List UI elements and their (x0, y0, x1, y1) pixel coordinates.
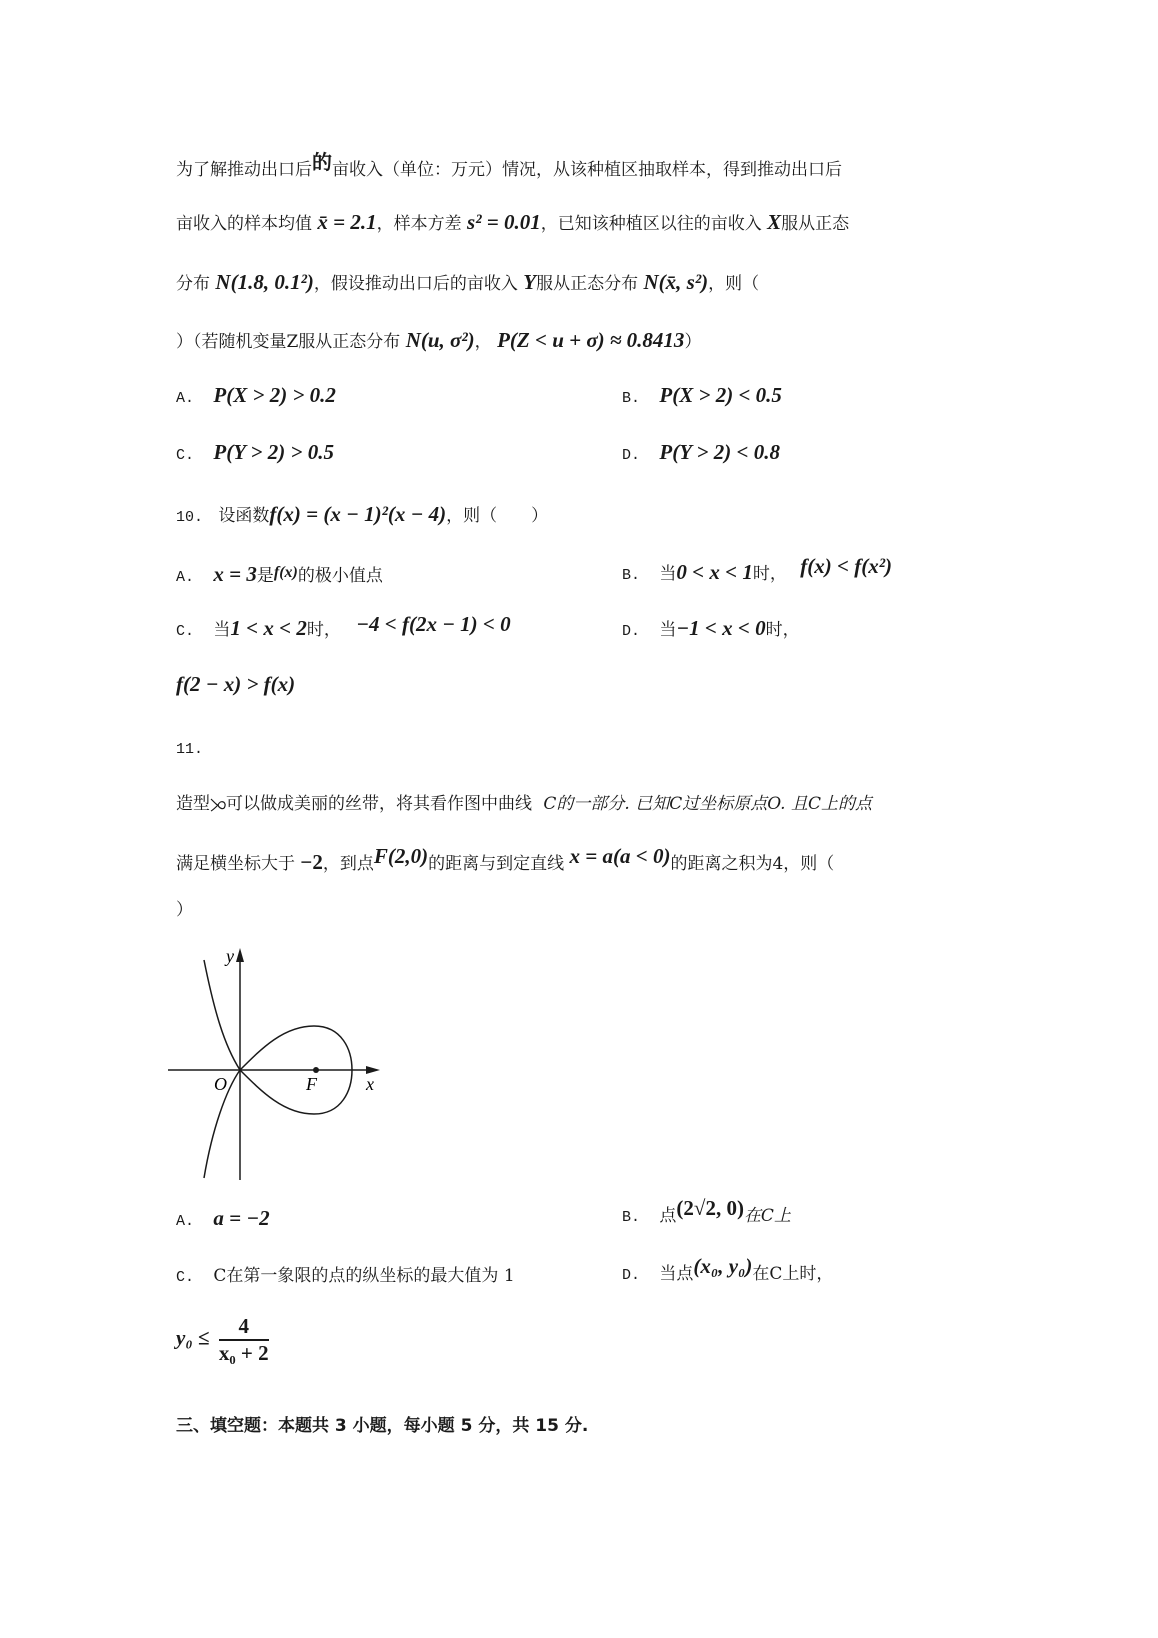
x-axis-label: x (366, 1074, 374, 1094)
q11-option-b[interactable]: B. 点(2√2, 0)在C上 (622, 1196, 791, 1226)
section-heading: 三、填空题：本题共 3 小题，每小题 5 分，共 15 分. (176, 1416, 589, 1436)
q9-option-c[interactable]: C. P(Y > 2) > 0.5 (176, 440, 334, 464)
q9-stem-line3: 分布 N(1.8, 0.1²)，假设推动出口后的亩收入 Y服从正态分布 N(x̄, s²)，则（ (176, 270, 760, 294)
probability-hint: P(Z < u + σ) ≈ 0.8413 (497, 328, 685, 352)
q11-stem-line2: 满足横坐标大于 −2，到点F(2,0)的距离与到定直线 x = a(a < 0)的距离之积为4，则（ (176, 844, 835, 874)
sample-variance-formula: s² = 0.01 (467, 210, 541, 234)
ribbon-shape-icon (210, 798, 226, 812)
q10-option-d-continued: f(2 − x) > f(x) (176, 672, 296, 696)
q11-option-d-continued: y₀ ≤ $\frac{4}{\text{x₀ + 2}}$ (176, 1314, 269, 1365)
q11-stem-line1: 造型 可以做成美丽的丝带，将其看作图中曲线 C的一部分. 已知C过坐标原点O. 且C上的点 (176, 794, 872, 814)
q11-curve-figure (166, 940, 406, 1200)
variable-x: X (767, 210, 782, 234)
q10-stem: 10. 设函数f(x) = (x − 1)²(x − 4)，则（ ） (176, 502, 549, 526)
q9-stem-line4: ）（若随机变量Z服从正态分布 N(u, σ²)， P(Z < u + σ) ≈ 0.8413） (176, 328, 702, 352)
q10-option-a[interactable]: A. x = 3是f(x)的极小值点 (176, 562, 383, 586)
curve-upper-left-branch (204, 960, 240, 1070)
q11-option-a[interactable]: A. a = −2 (176, 1206, 270, 1230)
q9-option-a[interactable]: A. P(X > 2) > 0.2 (176, 383, 336, 407)
sample-mean-formula: x̄ = 2.1 (317, 210, 377, 234)
q11-option-c[interactable]: C. C在第一象限的点的纵坐标的最大值为 1 (176, 1266, 515, 1286)
q9-option-b[interactable]: B. P(X > 2) < 0.5 (622, 383, 782, 407)
q9-stem-line2: 亩收入的样本均值 x̄ = 2.1，样本方差 s² = 0.01，已知该种植区以往的亩收入 X服从正态 (176, 210, 850, 234)
q10-option-d[interactable]: D. 当−1 < x < 0时， (622, 616, 800, 640)
x-axis-arrow-icon (366, 1066, 380, 1074)
normal-dist-z: N(u, σ²) (405, 328, 475, 352)
q9-option-d[interactable]: D. P(Y > 2) < 0.8 (622, 440, 780, 464)
focus-label: F (306, 1074, 317, 1094)
y-axis-arrow-icon (236, 948, 244, 962)
y-axis-label: y (226, 946, 234, 966)
q11-number: 11. (176, 741, 204, 758)
q10-option-c[interactable]: C. 当1 < x < 2时， −4 < f(2x − 1) < 0 (176, 612, 511, 640)
normal-dist-x: N(1.8, 0.1²) (215, 270, 314, 294)
function-definition: f(x) = (x − 1)²(x − 4) (269, 502, 447, 526)
q11-stem-line3: ） (176, 900, 193, 920)
variable-y: Y (523, 270, 537, 294)
q11-option-d[interactable]: D. 当点(x₀, y₀)在C上时， (622, 1254, 834, 1284)
focus-point (313, 1067, 319, 1073)
fraction: $\frac{4}{\text{x₀ + 2}}$ (218, 1314, 269, 1365)
q10-option-b[interactable]: B. 当0 < x < 1时， f(x) < f(x²) (622, 554, 892, 584)
origin-label: O (214, 1074, 227, 1094)
normal-dist-y: N(x̄, s²) (643, 270, 709, 294)
q9-stem-line1: 为了解推动出口后的亩收入（单位：万元）情况，从该种植区抽取样本，得到推动出口后 (176, 150, 842, 180)
